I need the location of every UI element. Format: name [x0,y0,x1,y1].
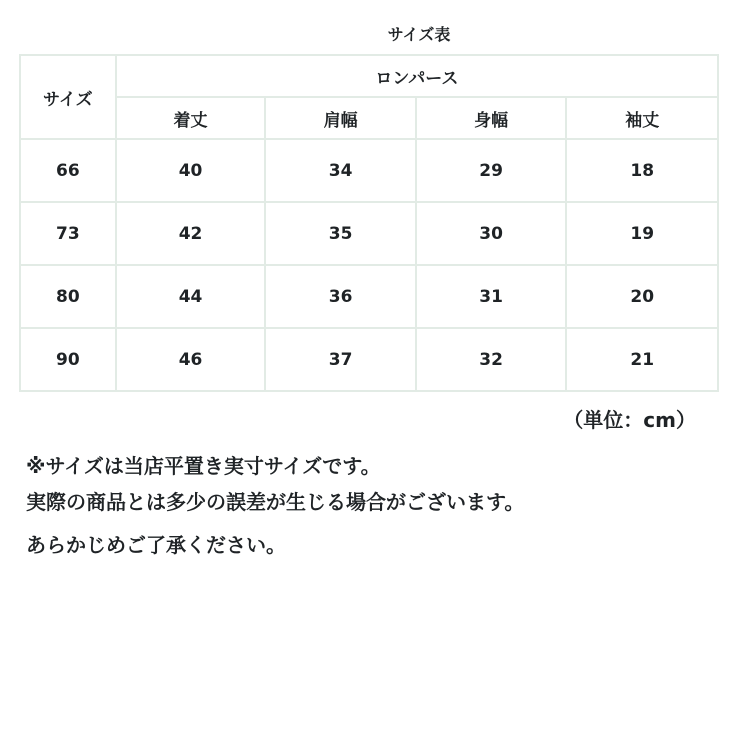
table-row [20,202,718,265]
unit-label: （単位：cm） [563,408,696,432]
value-cell: 40 [116,139,266,202]
value-cell: 35 [265,202,416,265]
value-cell: 29 [416,139,567,202]
table-row [20,265,718,328]
value-cell: 19 [566,202,718,265]
header-column: 肩幅 [265,97,416,139]
header-column: 身幅 [416,97,567,139]
value-cell: 36 [265,265,416,328]
header-column: 着丈 [116,97,266,139]
header-row [20,55,718,97]
value-cell: 30 [416,202,567,265]
value-cell: 34 [265,139,416,202]
size-table [19,54,719,392]
value-cell: 20 [566,265,718,328]
value-cell: 37 [265,328,416,391]
value-cell: 18 [566,139,718,202]
table-title: サイズ表 [387,25,451,44]
value-cell: 21 [566,328,718,391]
note-line: ※サイズは当店平置き実寸サイズです。 [26,454,381,478]
header-columns-row [20,97,718,139]
value-cell: 44 [116,265,266,328]
note-line: 実際の商品とは多少の誤差が生じる場合がございます。 [26,490,525,514]
size-cell: 90 [20,328,116,391]
value-cell: 32 [416,328,567,391]
header-column: 袖丈 [566,97,718,139]
size-cell: 73 [20,202,116,265]
table-row [20,139,718,202]
header-size: サイズ [20,55,116,139]
value-cell: 31 [416,265,567,328]
value-cell: 46 [116,328,266,391]
table-row [20,328,718,391]
size-cell: 80 [20,265,116,328]
value-cell: 42 [116,202,266,265]
size-cell: 66 [20,139,116,202]
note-line: あらかじめご了承ください。 [26,533,286,557]
header-group: ロンパース [116,55,718,97]
